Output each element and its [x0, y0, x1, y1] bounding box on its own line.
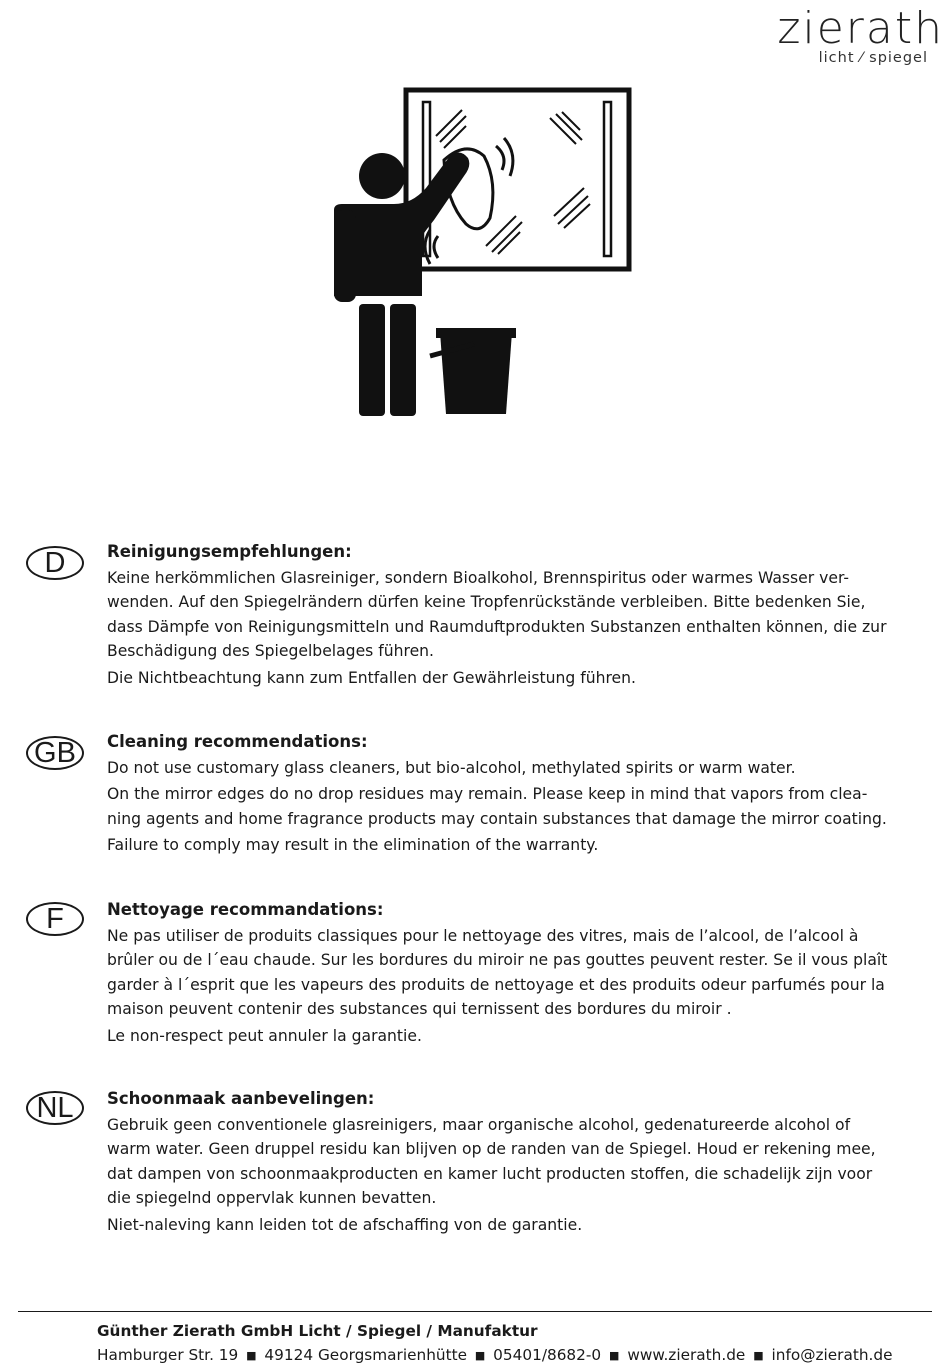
- footer-divider: [18, 1311, 932, 1312]
- body-line: garder à l´esprit que les vapeurs des produits de nettoyage et des produits odeur parfumés pour la: [107, 975, 885, 994]
- body-line: Beschädigung des Spiegelbelages führen.: [107, 642, 435, 661]
- section-body: [107, 756, 937, 858]
- person-head: [359, 153, 405, 199]
- section-title: Nettoyage recommandations:: [107, 900, 384, 919]
- separator-icon: ■: [753, 1349, 764, 1362]
- section-body: [107, 1113, 937, 1237]
- body-line: maison peuvent contenir des substances qui ternissent des bordures du miroir .: [107, 1000, 732, 1019]
- body-line: Gebruik geen conventionele glasreinigers, maar organische alcohol, gedenatureerde alcohol of: [107, 1116, 851, 1134]
- footer-phone: 05401/8682-0: [493, 1346, 602, 1364]
- body-line: On the mirror edges do no drop residues may remain. Please keep in mind that vapors from clea-: [107, 785, 868, 804]
- bucket-rim: [436, 328, 516, 338]
- footer-email-link[interactable]: info@zierath.de: [771, 1346, 893, 1364]
- mirror-light-strip-right: [604, 102, 611, 256]
- body-line: Die Nichtbeachtung kann zum Entfallen der Gewährleistung führen.: [107, 668, 636, 687]
- section-body: [107, 566, 937, 690]
- body-line: dass Dämpfe von Reinigungsmitteln und Raumduftprodukten Substanzen enthalten können, die zur: [107, 617, 887, 636]
- body-line: Keine herkömmlichen Glasreiniger, sondern Bioalkohol, Brennspiritus oder warmes Wasser ver-: [107, 569, 849, 587]
- footer-website-link[interactable]: www.zierath.de: [627, 1346, 746, 1364]
- body-line: Do not use customary glass cleaners, but bio-alcohol, methylated spirits or warm water.: [107, 759, 796, 777]
- body-line: wenden. Auf den Spiegelrändern dürfen keine Tropfenrückstände verbleiben. Bitte bedenken Sie,: [107, 593, 866, 612]
- body-line: Ne pas utiliser de produits classiques pour le nettoyage des vitres, mais de l’alcool, de l’alcool à: [107, 927, 859, 945]
- brand-logo: [777, 3, 944, 66]
- section-body: [107, 924, 937, 1048]
- bucket: [440, 332, 512, 414]
- brand-tagline: licht ⁄ spiegel: [818, 50, 928, 66]
- body-line: Le non-respect peut annuler la garantie.: [107, 1026, 422, 1045]
- person-arm-left: [334, 210, 356, 302]
- body-line: ning agents and home fragrance products may contain substances that damage the mirror coating.: [107, 809, 887, 828]
- footer-city: 49124 Georgsmarienhütte: [264, 1346, 467, 1364]
- brand-name: zierath: [777, 3, 944, 54]
- footer-address: [97, 1346, 893, 1364]
- body-line: Niet-naleving kann leiden tot de afschaffing von de garantie.: [107, 1215, 583, 1234]
- section-title: Cleaning recommendations:: [107, 732, 368, 751]
- body-line: die spiegelnd oppervlak kunnen bevatten.: [107, 1189, 437, 1208]
- body-line: warm water. Geen druppel residu kan blijven op de randen van de Spiegel. Houd er rekening mee,: [107, 1140, 876, 1159]
- person-leg-right: [390, 304, 416, 416]
- footer-company: Günther Zierath GmbH Licht / Spiegel / Manufaktur: [97, 1322, 538, 1340]
- language-badge-gb: GB: [26, 736, 84, 770]
- person-leg-left: [359, 304, 385, 416]
- footer-street: Hamburger Str. 19: [97, 1346, 239, 1364]
- body-line: brûler ou de l´eau chaude. Sur les bordures du miroir ne pas gouttes peuvent rester. Se il vous plaît: [107, 951, 888, 970]
- section-title: Reinigungsempfehlungen:: [107, 542, 352, 561]
- separator-icon: ■: [474, 1349, 486, 1362]
- mirror-cleaning-illustration: [326, 86, 636, 420]
- language-badge-f: F: [26, 902, 84, 936]
- body-line: dat dampen von schoonmaakproducten en kamer lucht producten stoffen, die schadelijk zijn voor: [107, 1164, 873, 1183]
- language-badge-nl: NL: [26, 1091, 84, 1125]
- body-line: Failure to comply may result in the elimination of the warranty.: [107, 836, 599, 855]
- separator-icon: ■: [246, 1349, 257, 1362]
- separator-icon: ■: [609, 1349, 620, 1362]
- section-title: Schoonmaak aanbevelingen:: [107, 1089, 375, 1108]
- language-badge-d: D: [26, 546, 84, 580]
